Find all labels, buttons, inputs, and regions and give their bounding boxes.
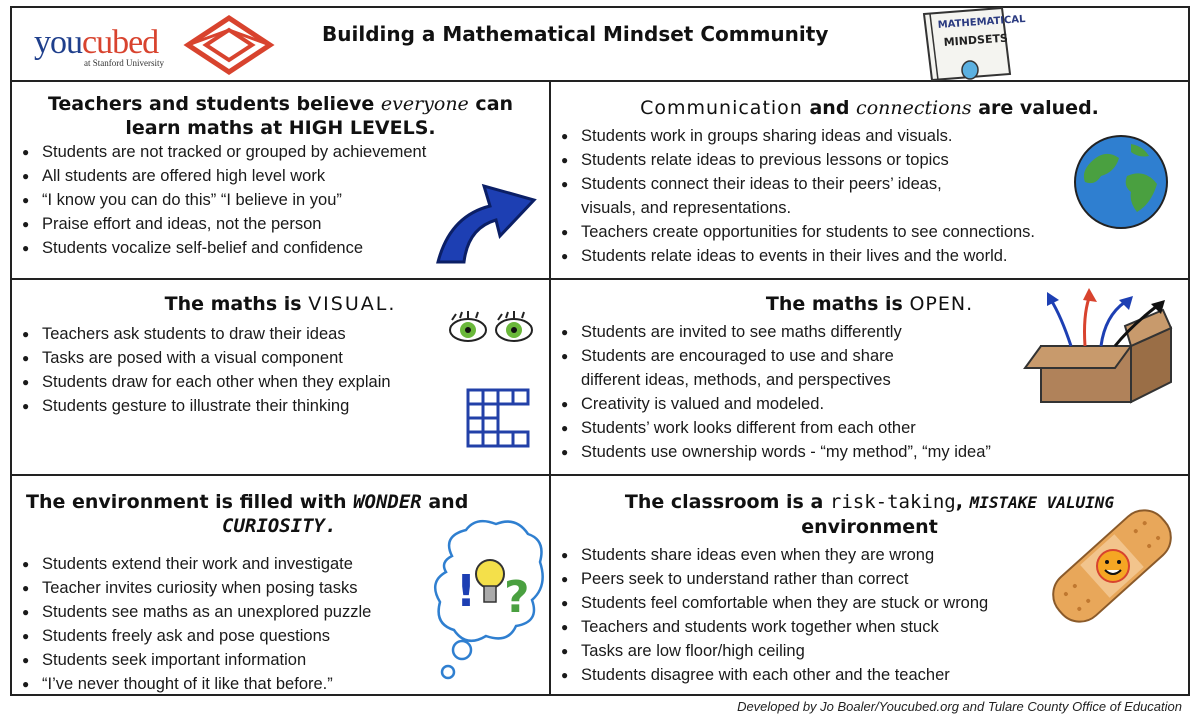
title-part: Communication [640, 97, 803, 119]
cell-wonder [12, 476, 549, 694]
list-item: ● Peers seek to understand rather than correct [551, 567, 1188, 591]
list-item-continuation: different ideas, methods, and perspectives [581, 371, 891, 389]
list-item: ● Tasks are low floor/high ceiling [551, 639, 1188, 663]
list-item: ● Students freely ask and pose questions [12, 624, 549, 648]
cell-open [549, 280, 1188, 476]
list-item: ● Teachers and students work together when stuck [551, 615, 1188, 639]
title-emphasis: WONDER [353, 491, 422, 513]
list-item: ● All students are offered high level work [12, 164, 549, 188]
page-title: Building a Mathematical Mindset Community [322, 22, 829, 46]
title-part: and [802, 97, 857, 119]
youcubed-logo[interactable] [34, 24, 158, 62]
poster-frame [10, 6, 1190, 696]
title-part: learn maths at HIGH LEVELS. [125, 117, 436, 139]
eyes-icon [446, 308, 538, 348]
list-item: ● Students relate ideas to events in their lives and the world. [551, 244, 1188, 268]
list-item-continuation: visuals, and representations. [581, 199, 792, 217]
title-emphasis: risk-taking [829, 491, 956, 513]
list-item: ● Students share ideas even when they are wrong [551, 543, 1188, 567]
title-emphasis: OPEN. [909, 293, 974, 315]
list-item: ● “I’ve never thought of it like that before.” [12, 672, 549, 696]
list-item: ● Students use ownership words - “my method”, “my idea” [551, 440, 1188, 464]
list-item: ● Praise effort and ideas, not the person [12, 212, 549, 236]
list-item: ● “I know you can do this” “I believe in you” [12, 188, 549, 212]
logo-cubed-text: cubed [82, 24, 159, 61]
title-emphasis: everyone [380, 93, 469, 115]
book-title-line2: MINDSETS [943, 31, 1009, 49]
list-item: ● Students extend their work and investigate [12, 552, 549, 576]
list-item: ● Students vocalize self-belief and confidence [12, 236, 549, 260]
cell-title-high-levels [12, 92, 549, 140]
title-part: and [421, 491, 469, 513]
logo-you-text: you [34, 24, 82, 61]
list-item: ● Students draw for each other when they explain [12, 370, 549, 394]
list-item: ● Students seek important information [12, 648, 549, 672]
bandage-icon [1037, 486, 1187, 646]
globe-icon [1071, 132, 1171, 232]
title-emphasis: MISTAKE VALUING [969, 493, 1115, 512]
title-emphasis: VISUAL. [308, 293, 397, 315]
list-item: ● Tasks are posed with a visual component [12, 346, 549, 370]
mindset-grid [12, 82, 1188, 694]
svg-text:?: ? [504, 572, 530, 623]
open-box-icon [1021, 286, 1179, 406]
list-item: ● Students see maths as an unexplored puzzle [12, 600, 549, 624]
list-item: ● Students work in groups sharing ideas and visuals. [551, 124, 1188, 148]
list-item: ● Students’ work looks different from each other [551, 416, 1188, 440]
title-part: The classroom is a [624, 491, 830, 513]
cell-visual [12, 280, 549, 476]
list-item: ● Students feel comfortable when they are stuck or wrong [551, 591, 1188, 615]
title-part: The maths is [164, 293, 309, 315]
title-emphasis: CURIOSITY. [222, 515, 337, 537]
list-item: ● Students are not tracked or grouped by achievement [12, 140, 549, 164]
cell-high-levels [12, 82, 549, 280]
footer-credit: Developed by Jo Boaler/Youcubed.org and Tulare County Office of Education [737, 699, 1182, 714]
title-part: are valued. [971, 97, 1099, 119]
list-item: ● Teachers ask students to draw their ideas [12, 322, 549, 346]
svg-text:!: ! [456, 566, 477, 617]
logo-subtitle: at Stanford University [84, 58, 164, 68]
book-title-line1: MATHEMATICAL [937, 13, 1026, 31]
mathematical-mindsets-book-icon [914, 8, 1026, 80]
grid-blocks-icon [464, 386, 534, 448]
list-item: ● Students are invited to see maths differently [551, 320, 1188, 344]
up-arrow-icon [430, 166, 540, 266]
title-part: Teachers and students believe [47, 93, 381, 115]
cell-title-connections [551, 96, 1188, 120]
header [12, 8, 1188, 82]
list-item: ● Teacher invites curiosity when posing tasks [12, 576, 549, 600]
title-part: , [955, 491, 970, 513]
cell-connections [549, 82, 1188, 280]
list-item: ● Creativity is valued and modeled. [551, 392, 1188, 416]
title-part: environment [801, 516, 938, 538]
title-part: can [468, 93, 514, 115]
list-item: ● Students are encouraged to use and share [551, 344, 1188, 368]
cell-risk-taking [549, 476, 1188, 694]
list-item: ● Students connect their ideas to their peers’ ideas, [551, 172, 1188, 196]
thought-cloud-icon [432, 516, 548, 696]
title-part: The maths is [765, 293, 910, 315]
list-item: ● Students relate ideas to previous lessons or topics [551, 148, 1188, 172]
list-item: ● Teachers create opportunities for students to see connections. [551, 220, 1188, 244]
title-part: The environment is filled with [26, 491, 354, 513]
list-item: ● Students disagree with each other and the teacher [551, 663, 1188, 687]
title-emphasis: connections [856, 97, 972, 119]
list-item: ● Students gesture to illustrate their thinking [12, 394, 549, 418]
cube-logo-icon [184, 14, 274, 76]
